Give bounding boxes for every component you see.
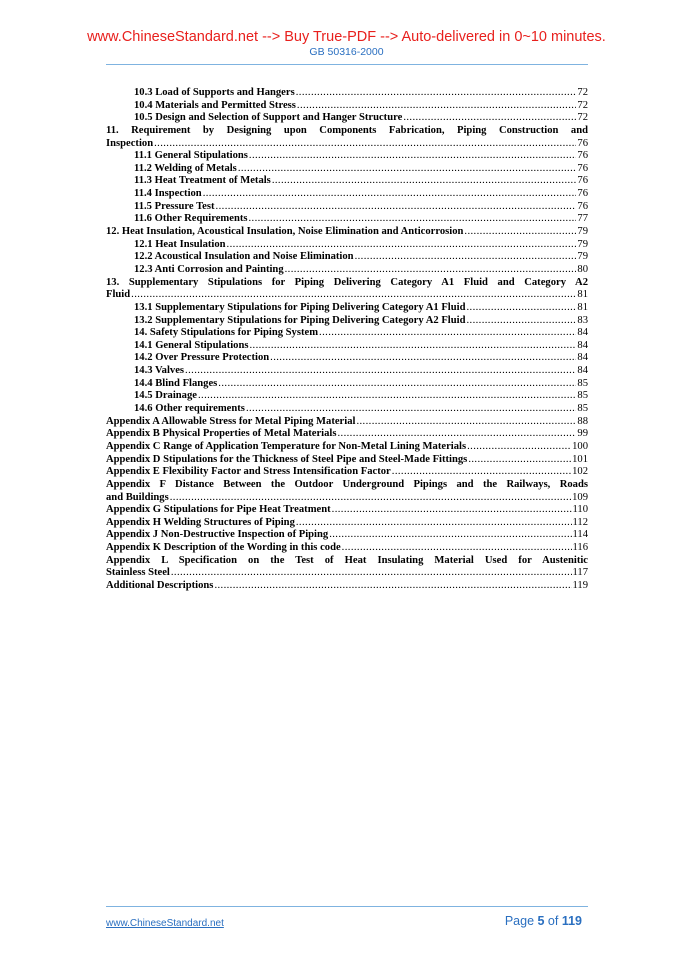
toc-dot-leader: [203, 188, 577, 201]
toc-entry[interactable]: [106, 517, 588, 530]
toc-entry-page: 85: [577, 390, 588, 402]
page-prefix: Page: [504, 914, 538, 928]
toc-dot-leader: [171, 567, 572, 580]
toc-entry-page: 76: [577, 150, 588, 162]
toc-entry[interactable]: [106, 226, 588, 239]
toc-entry[interactable]: [106, 428, 588, 441]
toc-entry-title: 14. Safety Stipulations for Piping System: [134, 327, 319, 339]
toc-entry[interactable]: [106, 352, 588, 365]
toc-entry-title: Appendix A Allowable Stress for Metal Piping Material: [106, 415, 356, 427]
toc-entry-title: Appendix B Physical Properties of Metal Materials: [106, 428, 337, 440]
toc-entry[interactable]: [106, 87, 588, 100]
toc-entry-title: 14.5 Drainage: [134, 390, 197, 402]
toc-entry-page: 81: [577, 301, 588, 313]
toc-entry-page: 83: [577, 314, 588, 326]
toc-entry-title: 10.4 Materials and Permitted Stress: [134, 99, 296, 111]
toc-entry[interactable]: [106, 340, 588, 353]
toc-entry[interactable]: [106, 580, 588, 593]
toc-entry[interactable]: [106, 188, 588, 201]
toc-dot-leader: [154, 138, 576, 151]
toc-entry-page: 114: [572, 529, 588, 541]
toc-dot-leader: [227, 239, 577, 252]
toc-entry-title: Appendix K Description of the Wording in this code: [106, 542, 341, 554]
toc-dot-leader: [238, 163, 577, 176]
toc-entry-page: 80: [577, 263, 588, 275]
toc-entry-title: 14.2 Over Pressure Protection: [134, 352, 270, 364]
toc-entry-page: 102: [572, 466, 588, 478]
toc-entry-title: 10.5 Design and Selection of Support and Hanger Structure: [134, 112, 403, 124]
toc-entry[interactable]: [106, 403, 588, 416]
toc-entry[interactable]: [106, 251, 588, 264]
toc-dot-leader: [319, 327, 576, 340]
toc-entry-title: Appendix C Range of Application Temperature for Non-Metal Lining Materials: [106, 440, 467, 452]
toc-entry-page: 81: [577, 289, 588, 301]
purchase-banner[interactable]: www.ChineseStandard.net --> Buy True-PDF --> Auto-delivered in 0~10 minutes.: [87, 29, 606, 45]
toc-dot-leader: [249, 150, 577, 163]
standard-code: GB 50316-2000: [309, 46, 384, 58]
toc-entry-page: 101: [572, 453, 588, 465]
page-of: of: [544, 914, 562, 928]
toc-entry-title: Appendix D Stipulations for the Thickness of Steel Pipe and Steel-Made Fittings: [106, 453, 468, 465]
toc-entry[interactable]: [106, 504, 588, 517]
toc-entry-title: 11.5 Pressure Test: [134, 200, 215, 212]
toc-entry[interactable]: [106, 239, 588, 252]
toc-entry[interactable]: [106, 567, 588, 580]
toc-entry-title: 14.1 General Stipulations: [134, 339, 249, 351]
toc-dot-leader: [214, 580, 571, 593]
toc-entry-page: 84: [577, 327, 588, 339]
toc-entry[interactable]: [106, 529, 588, 542]
toc-dot-leader: [248, 213, 576, 226]
toc-entry-title: 14.3 Valves: [134, 365, 185, 377]
toc-entry-page: 76: [577, 175, 588, 187]
toc-entry-title: 13.2 Supplementary Stipulations for Piping Delivering Category A2 Fluid: [134, 314, 466, 326]
page-indicator: [505, 914, 582, 928]
toc-entry-page: 100: [572, 440, 588, 452]
toc-entry-page: 112: [572, 516, 588, 528]
toc-entry-page: 76: [577, 137, 588, 149]
toc-dot-leader: [249, 340, 576, 353]
toc-entry-page: 84: [577, 365, 588, 377]
toc-entry-title: and Buildings: [106, 491, 169, 503]
toc-entry-page: 84: [577, 352, 588, 364]
toc-entry-page: 79: [577, 238, 588, 250]
toc-dot-leader: [270, 352, 576, 365]
toc-entry-page: 99: [577, 428, 588, 440]
toc-entry[interactable]: [106, 302, 588, 315]
toc-entry-page: 117: [572, 567, 588, 579]
toc-dot-leader: [296, 517, 572, 530]
toc-entry-title: Appendix J Non-Destructive Inspection of Piping: [106, 529, 329, 541]
toc-entry-title: 12.2 Acoustical Insulation and Noise Elimination: [134, 251, 354, 263]
toc-dot-leader: [337, 428, 576, 441]
toc-entry[interactable]: [106, 327, 588, 340]
toc-entry-title: Appendix G Stipulations for Pipe Heat Treatment: [106, 504, 331, 516]
toc-entry-page: 76: [577, 188, 588, 200]
toc-entry-page: 110: [572, 504, 588, 516]
toc-entry-title: 11.1 General Stipulations: [134, 150, 248, 162]
toc-dot-leader: [329, 529, 571, 542]
toc-entry-page: 77: [577, 213, 588, 225]
toc-entry[interactable]: [106, 390, 588, 403]
toc-entry-title: 11.4 Inspection: [134, 188, 202, 200]
toc-dot-leader: [297, 100, 576, 113]
toc-entry-page: 119: [572, 579, 588, 591]
toc-entry[interactable]: [106, 454, 588, 467]
toc-entry-title: 13.1 Supplementary Stipulations for Piping Delivering Category A1 Fluid: [134, 301, 466, 313]
toc-entry[interactable]: [106, 138, 588, 151]
toc-dot-leader: [342, 542, 572, 555]
toc-entry-title: 12. Heat Insulation, Acoustical Insulation, Noise Elimination and Anticorrosion: [106, 226, 464, 238]
page-current: 5: [537, 914, 545, 928]
toc-entry-title: Stainless Steel: [106, 567, 170, 579]
toc-entry-page: 79: [577, 251, 588, 263]
toc-entry-title: Appendix H Welding Structures of Piping: [106, 516, 295, 528]
toc-entry[interactable]: [106, 150, 588, 163]
page-total: 119: [561, 914, 582, 928]
toc-entry-page: 84: [577, 339, 588, 351]
toc-dot-leader: [285, 264, 577, 277]
toc-entry[interactable]: [106, 315, 588, 328]
toc-dot-leader: [198, 390, 576, 403]
toc-entry-title-line1[interactable]: 11. Requirement by Designing upon Components Fabrication, Piping Construction and: [106, 124, 588, 136]
toc-dot-leader: [466, 302, 576, 315]
toc-dot-leader: [216, 201, 577, 214]
toc-entry-title: 11.6 Other Requirements: [134, 213, 248, 225]
toc-entry-title: 14.6 Other requirements: [134, 403, 245, 415]
toc-entry[interactable]: [106, 100, 588, 113]
toc-entry-title-line1[interactable]: 13. Supplementary Stipulations for Piping Delivering Category A1 Fluid and Category A2: [106, 276, 588, 288]
toc-entry[interactable]: [106, 378, 588, 391]
toc-dot-leader: [468, 454, 571, 467]
toc-entry[interactable]: [106, 492, 588, 505]
footer-site-link[interactable]: www.ChineseStandard.net: [106, 918, 224, 929]
toc-entry-title: 14.4 Blind Flanges: [134, 377, 218, 389]
toc-dot-leader: [355, 251, 577, 264]
toc-entry-page: 76: [577, 162, 588, 174]
toc-entry-page: 116: [572, 542, 588, 554]
toc-entry[interactable]: [106, 213, 588, 226]
footer-divider: [106, 906, 588, 907]
toc-entry-page: 72: [577, 112, 588, 124]
toc-entry-title: 12.3 Anti Corrosion and Painting: [134, 263, 284, 275]
toc-entry-title: Additional Descriptions: [106, 579, 214, 591]
toc-entry[interactable]: [106, 441, 588, 454]
toc-dot-leader: [185, 365, 576, 378]
toc-dot-leader: [332, 504, 572, 517]
toc-entry[interactable]: [106, 289, 588, 302]
toc-dot-leader: [272, 175, 577, 188]
toc-entry[interactable]: [106, 112, 588, 125]
toc-entry[interactable]: [106, 175, 588, 188]
toc-dot-leader: [131, 289, 576, 302]
toc-entry[interactable]: [106, 542, 588, 555]
table-of-contents: [106, 87, 588, 593]
toc-entry-page: 85: [577, 403, 588, 415]
toc-dot-leader: [467, 441, 571, 454]
toc-entry[interactable]: [106, 201, 588, 214]
toc-entry-title: 11.2 Welding of Metals: [134, 162, 237, 174]
toc-dot-leader: [296, 87, 577, 100]
toc-entry-title: Appendix E Flexibility Factor and Stress Intensification Factor: [106, 466, 391, 478]
toc-entry-title: 10.3 Load of Supports and Hangers: [134, 87, 295, 98]
toc-entry-title-line1[interactable]: Appendix F Distance Between the Outdoor Underground Pipings and the Railways, Roads: [106, 478, 588, 490]
toc-entry[interactable]: [106, 264, 588, 277]
toc-entry-page: 76: [577, 200, 588, 212]
toc-entry-title: Fluid: [106, 289, 131, 301]
toc-dot-leader: [403, 112, 576, 125]
toc-entry[interactable]: [106, 163, 588, 176]
toc-dot-leader: [170, 492, 571, 505]
toc-dot-leader: [466, 315, 576, 328]
toc-entry-page: 72: [577, 99, 588, 111]
toc-entry-page: 109: [572, 491, 588, 503]
toc-entry-title: 11.3 Heat Treatment of Metals: [134, 175, 271, 187]
header-divider: [106, 64, 588, 65]
toc-dot-leader: [246, 403, 576, 416]
toc-entry-page: 72: [577, 87, 588, 98]
toc-dot-leader: [464, 226, 576, 239]
toc-entry[interactable]: [106, 416, 588, 429]
toc-dot-leader: [356, 416, 576, 429]
toc-dot-leader: [218, 378, 576, 391]
toc-entry-title-line1[interactable]: Appendix L Specification on the Test of Heat Insulating Material Used for Austenitic: [106, 554, 588, 566]
toc-entry[interactable]: [106, 466, 588, 479]
toc-entry-page: 79: [577, 226, 588, 238]
toc-entry[interactable]: [106, 365, 588, 378]
toc-entry-page: 85: [577, 377, 588, 389]
toc-entry-page: 88: [577, 415, 588, 427]
toc-entry-title: 12.1 Heat Insulation: [134, 238, 226, 250]
toc-dot-leader: [392, 466, 571, 479]
toc-entry-title: Inspection: [106, 137, 154, 149]
